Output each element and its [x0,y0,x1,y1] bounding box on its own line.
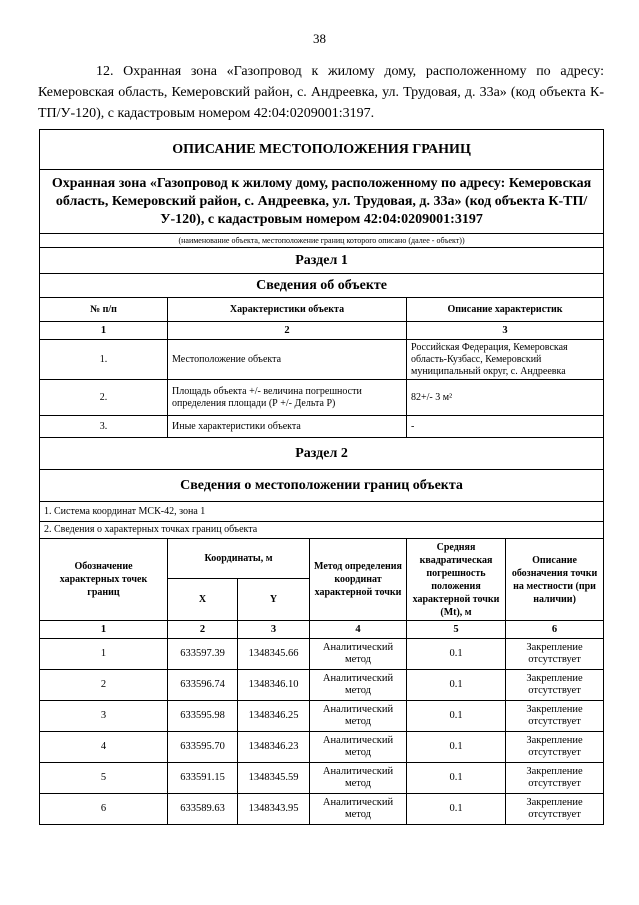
point-y: 1348346.25 [238,701,310,732]
table-row [40,380,604,416]
s2-header-y: Y [238,579,310,621]
s2-header-description: Описание обозначения точки на местности (при наличии) [506,539,604,621]
object-caption: (наименование объекта, местоположение границ которого описано (далее - объект)) [40,234,604,248]
section1-subtitle: Сведения об объекте [40,274,604,298]
point-method: Аналитический метод [310,670,407,701]
point-method: Аналитический метод [310,639,407,670]
s1-colnum-1: 1 [40,322,168,340]
intro-paragraph: 12. Охранная зона «Газопровод к жилому дому, расположенному по адресу: Кемеровская область, Кемеровский район, с. Андреевка, ул. Трудовая, д. 33а» (код объекта К-ТП/У-120), с кадастровым номером 42:04:0209001:3197. [38,64,604,121]
s2-header-coords: Координаты, м [168,539,310,579]
s2-header-accuracy: Средняя квадратическая погрешность положения характерной точки (Mt), м [407,539,506,621]
point-desc: Закрепление отсутствует [506,701,604,732]
page-number: 38 [313,31,326,46]
point-id: 3 [40,701,168,732]
point-id: 2 [40,670,168,701]
point-id: 1 [40,639,168,670]
point-desc: Закрепление отсутствует [506,732,604,763]
s1-colnum-2: 2 [168,322,407,340]
section2-subtitle: Сведения о местоположении границ объекта [40,470,604,502]
s1-row-value: - [407,416,604,438]
s1-colnum-3: 3 [407,322,604,340]
point-y: 1348345.59 [238,763,310,794]
table-row [40,701,604,732]
boundary-description-table [39,129,604,825]
point-x: 633591.15 [168,763,238,794]
point-y: 1348343.95 [238,794,310,825]
point-y: 1348345.66 [238,639,310,670]
s2-colnum-1: 1 [40,621,168,639]
point-id: 4 [40,732,168,763]
table-row [40,670,604,701]
point-mt: 0.1 [407,670,506,701]
s2-header-method: Метод определения координат характерной точки [310,539,407,621]
table-row [40,340,604,380]
object-title: Охранная зона «Газопровод к жилому дому, расположенному по адресу: Кемеровская область, Кемеровский район, с. Андреевка, ул. Трудовая, д. 33а» (код объекта К-ТП/У-120), с кадастровым номером 42:04:0209001:3197 [40,170,604,234]
s1-header-num: № п/п [40,298,168,322]
s2-colnum-5: 5 [407,621,506,639]
s2-colnum-2: 2 [168,621,238,639]
point-x: 633596.74 [168,670,238,701]
table-row [40,416,604,438]
s2-header-designation: Обозначение характерных точек границ [40,539,168,621]
s1-header-description: Описание характеристик [407,298,604,322]
point-desc: Закрепление отсутствует [506,670,604,701]
table-row [40,763,604,794]
point-mt: 0.1 [407,701,506,732]
point-y: 1348346.10 [238,670,310,701]
point-x: 633595.98 [168,701,238,732]
point-mt: 0.1 [407,732,506,763]
point-id: 6 [40,794,168,825]
s1-row-name: Площадь объекта +/- величина погрешности определения площади (Р +/- Дельта Р) [168,380,407,416]
points-caption: 2. Сведения о характерных точках границ объекта [40,522,604,539]
point-id: 5 [40,763,168,794]
point-desc: Закрепление отсутствует [506,763,604,794]
point-desc: Закрепление отсутствует [506,794,604,825]
main-title: ОПИСАНИЕ МЕСТОПОЛОЖЕНИЯ ГРАНИЦ [40,130,604,170]
table-row [40,639,604,670]
section1-title: Раздел 1 [40,248,604,274]
s2-colnum-4: 4 [310,621,407,639]
s2-header-x: X [168,579,238,621]
s1-row-name: Иные характеристики объекта [168,416,407,438]
s1-row-value: 82+/- 3 м² [407,380,604,416]
s2-colnum-3: 3 [238,621,310,639]
point-x: 633589.63 [168,794,238,825]
table-row [40,794,604,825]
s1-row-num: 3. [40,416,168,438]
s2-colnum-6: 6 [506,621,604,639]
point-mt: 0.1 [407,794,506,825]
point-method: Аналитический метод [310,763,407,794]
point-mt: 0.1 [407,639,506,670]
coordinate-system: 1. Система координат МСК-42, зона 1 [40,502,604,522]
s1-header-characteristic: Характеристики объекта [168,298,407,322]
s1-row-num: 1. [40,340,168,380]
point-method: Аналитический метод [310,701,407,732]
s1-row-name: Местоположение объекта [168,340,407,380]
point-method: Аналитический метод [310,732,407,763]
s1-row-num: 2. [40,380,168,416]
point-y: 1348346.23 [238,732,310,763]
s1-row-value: Российская Федерация, Кемеровская область-Кузбасс, Кемеровский муниципальный округ, с. Андреевка [407,340,604,380]
table-row [40,732,604,763]
point-mt: 0.1 [407,763,506,794]
point-desc: Закрепление отсутствует [506,639,604,670]
point-method: Аналитический метод [310,794,407,825]
section2-title: Раздел 2 [40,438,604,470]
point-x: 633595.70 [168,732,238,763]
point-x: 633597.39 [168,639,238,670]
